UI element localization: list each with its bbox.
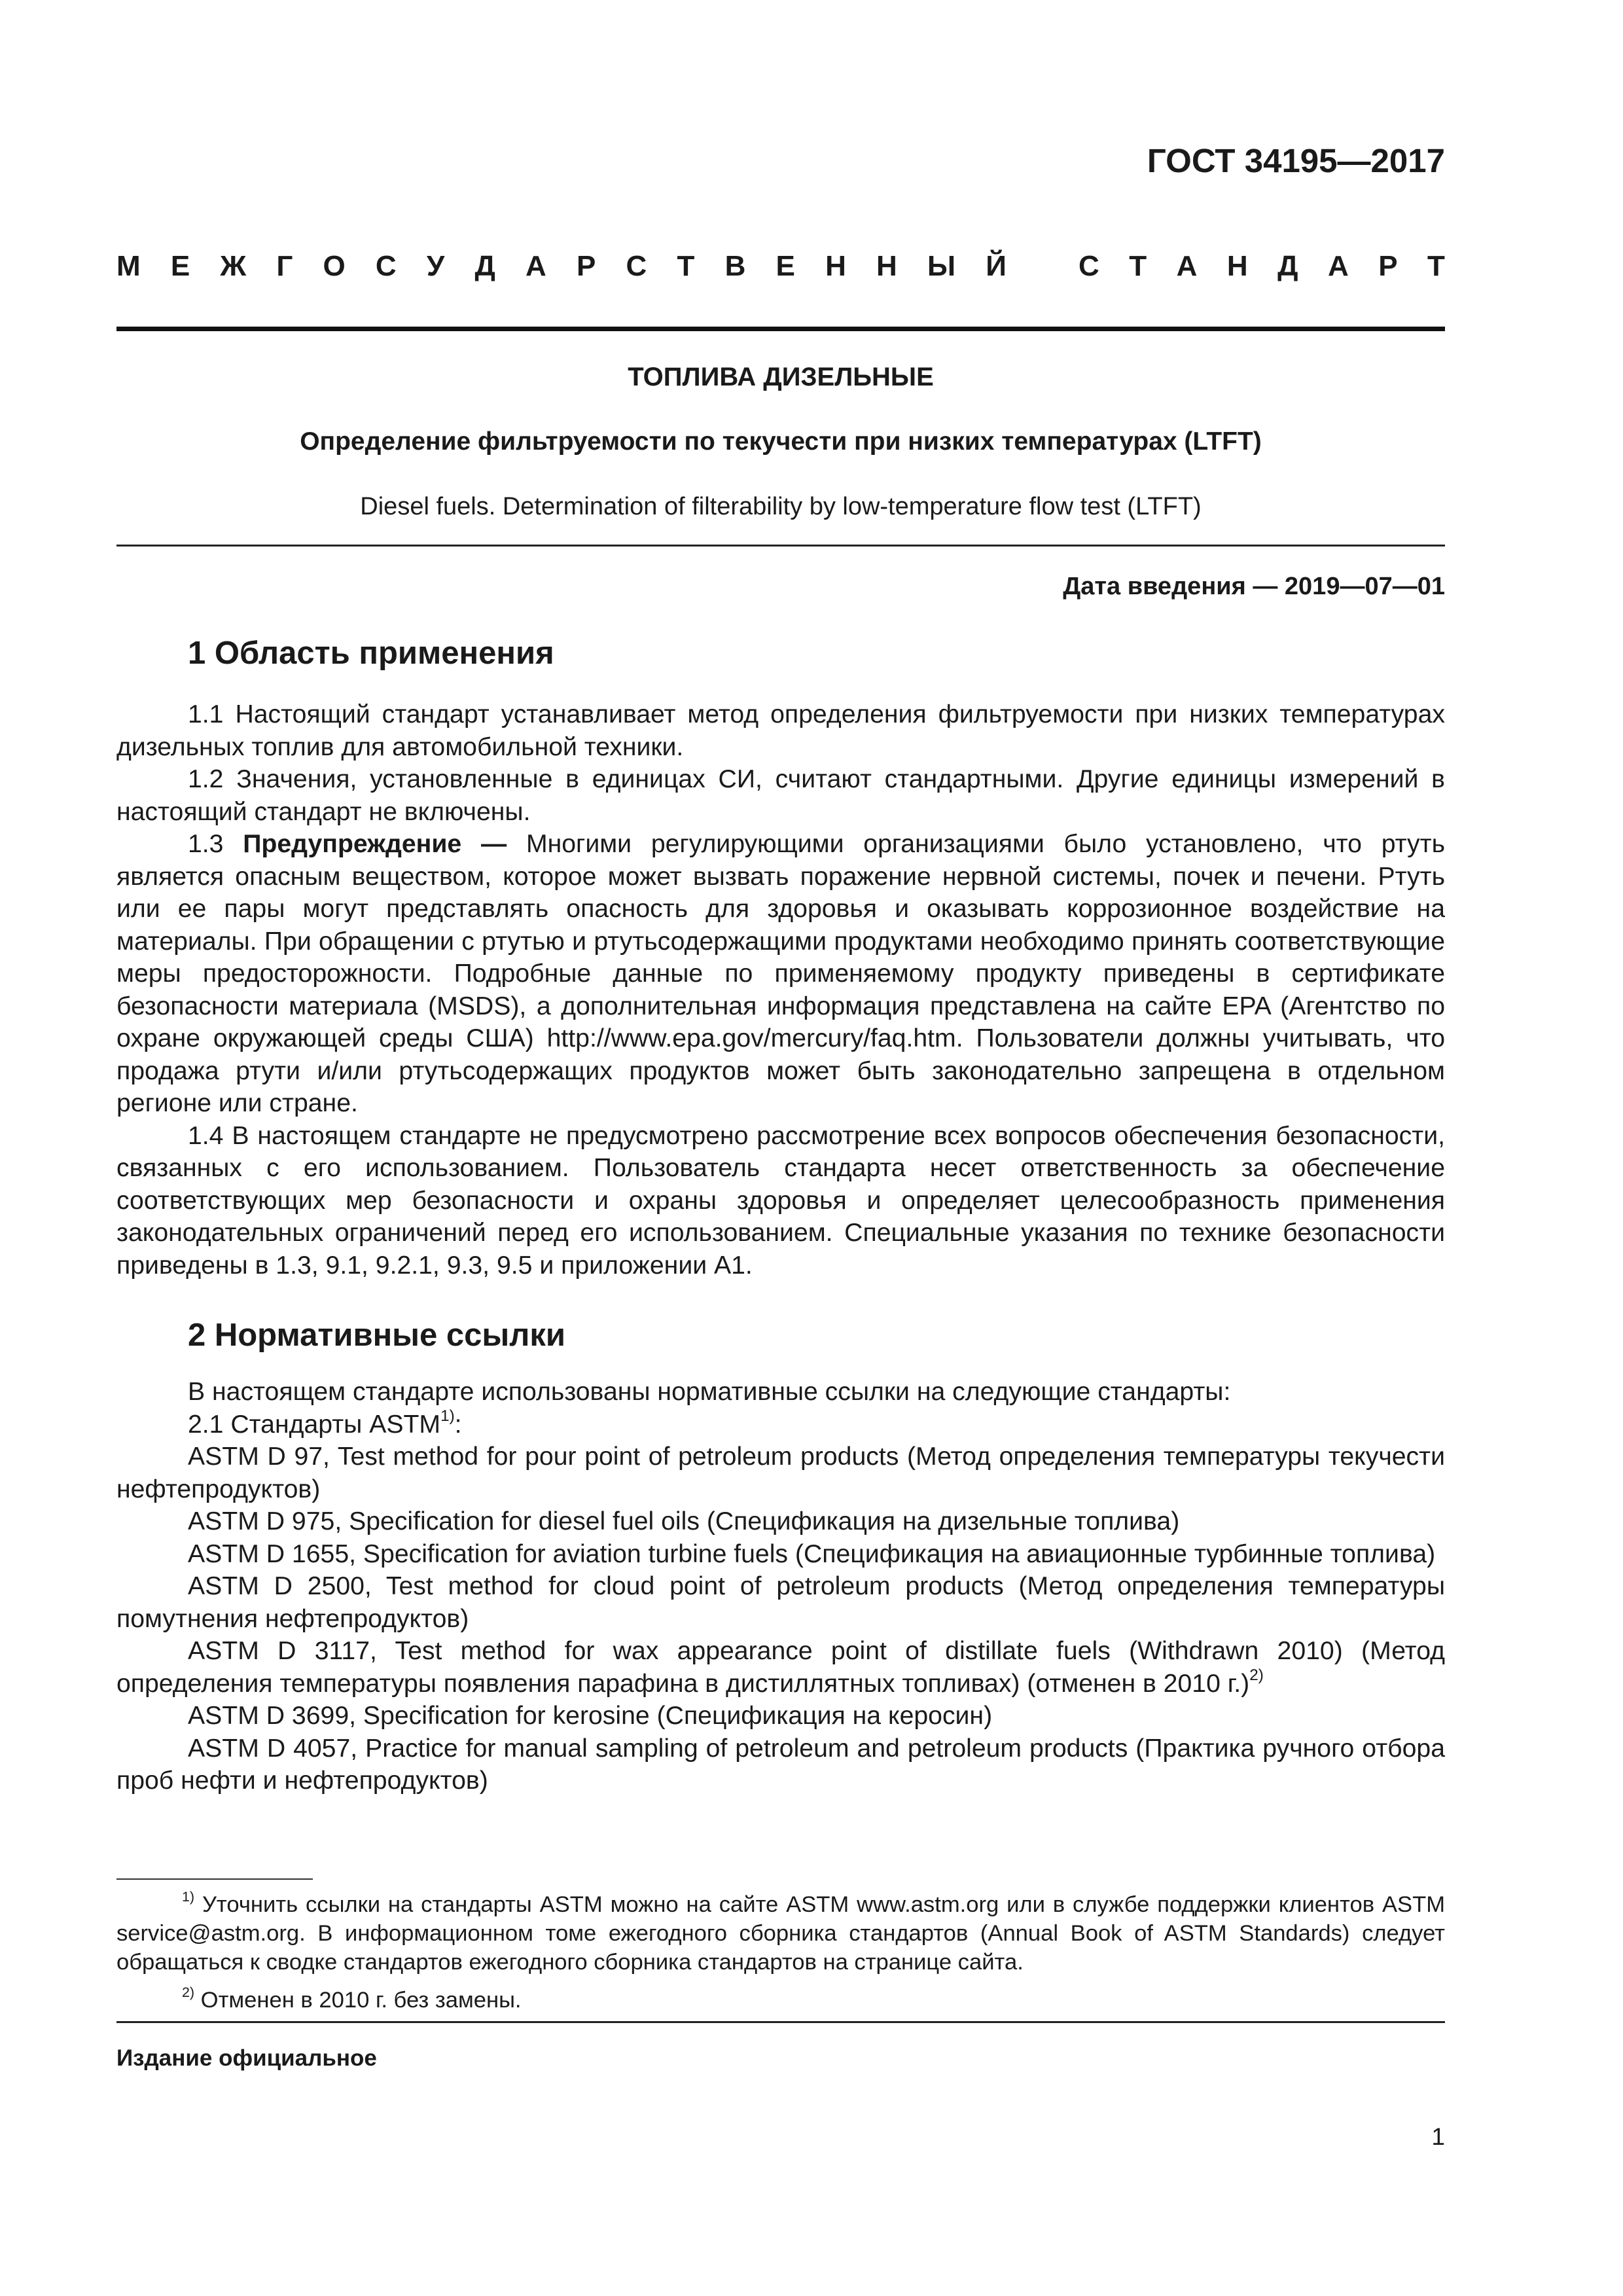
footnotes [116, 1890, 1445, 2015]
heading-letter: Г [276, 250, 293, 282]
heading-letter: Ы [927, 250, 956, 282]
footnote-1: $^{1)}$ Уточнить ссылки на стандарты ASTM можно на сайте ASTM www.astm.org или в службе поддержки клиентов ASTM service@astm.org. В информационном томе ежегодного сборника стандартов (Annual Book of ASTM Standards) следует обращаться к сводке стандартов ежегодного сборника стандартов на странице сайта. [116, 1888, 1446, 1975]
warning-label: Предупреждение — [243, 830, 507, 858]
footer-divider [116, 2021, 1445, 2023]
footnote-ref-1: 1) [440, 1407, 455, 1425]
reference-item: ASTM D 2500, Test method for cloud point of petroleum products (Метод определения температуры помутнения нефтепродуктов) [116, 1572, 1445, 1633]
heading-letter: Т [1427, 250, 1445, 282]
official-edition-label: Издание официальное [116, 2045, 377, 2071]
section-2-title: 2 Нормативные ссылки [188, 1318, 565, 1353]
astm-reference-list [116, 1441, 1445, 1635]
reference-item: ASTM D 4057, Practice for manual sampling of petroleum and petroleum products (Практика ручного отбора проб нефти и нефтепродуктов) [116, 1734, 1445, 1795]
heading-letter: У [426, 250, 445, 282]
heading-letter: Е [776, 250, 795, 282]
heading-letter: Р [576, 250, 596, 282]
standard-type-word-2 [1079, 250, 1445, 283]
heading-letter: С [1079, 250, 1099, 282]
page-number: 1 [1431, 2123, 1445, 2150]
heading-letter: А [526, 250, 546, 282]
reference-item: ASTM D 3117, Test method for wax appearance point of distillate fuels (Withdrawn 2010) (Метод определения температуры появления парафина в дистиллятных топливах) (отменен в 2010 г.)$^{2)}$ [116, 1637, 1445, 1698]
gost-number: ГОСТ 34195—2017 [1147, 142, 1445, 179]
header-divider [116, 327, 1445, 331]
heading-letter: Е [170, 250, 190, 282]
heading-letter: Р [1378, 250, 1398, 282]
introduction-date: Дата введения — 2019—07—01 [1063, 573, 1445, 600]
heading-letter: С [375, 250, 397, 282]
standard-type-word-1 [116, 250, 1007, 283]
reference-item: ASTM D 3699, Specification for kerosine (Спецификация на керосин) [188, 1702, 993, 1730]
paragraph-1-1: 1.1 Настоящий стандарт устанавливает метод определения фильтруемости при низких температурах дизельных топлив для автомобильной техники. [116, 700, 1445, 761]
heading-letter: Т [1129, 250, 1147, 282]
section-2-body [116, 1376, 1445, 1797]
heading-letter: Н [876, 250, 897, 282]
heading-letter: Н [825, 250, 846, 282]
heading-letter: С [626, 250, 647, 282]
footnote-ref-2: 2) [1249, 1666, 1264, 1684]
astm-reference-list-tail [116, 1700, 1445, 1797]
astm-subheading: 2.1 Стандарты ASTM$^{1)}$: [188, 1407, 462, 1439]
document-subtitle: Определение фильтруемости по текучести при низких температурах (LTFT) [300, 427, 1262, 456]
heading-letter: Й [986, 250, 1007, 282]
document-title: ТОПЛИВА ДИЗЕЛЬНЫЕ [628, 363, 934, 391]
document-title-english: Diesel fuels. Determination of filterability by low-temperature flow test (LTFT) [360, 493, 1202, 520]
warning-text: Многими регулирующими организациями было установлено, что ртуть является опасным веществом, которое может вызвать поражение нервной системы, почек и печени. Ртуть или ее пары могут представлять опасность для здоровья и оказывать коррозионное воздействие на материалы. При обращении с ртутью и ртутьсодержащими продуктами необходимо принять соответствующие меры предосторожности. Подробные данные по применяемому продукту приведены в сертификате безопасности материала (MSDS), а дополнительная информация представлена на сайте EPA (Агентство по охране окружающей среды США) http://www.epa.gov/mercury/faq.htm. Пользователи должны учитывать, что продажа ртути и/или ртутьсодержащих продуктов может быть законодательно запрещена в отдельном регионе или стране. [116, 830, 1445, 1117]
paragraph-number: 1.3 [188, 830, 224, 858]
heading-letter: Т [677, 250, 695, 282]
section-1-title: 1 Область применения [188, 636, 554, 671]
section-2-intro: В настоящем стандарте использованы нормативные ссылки на следующие стандарты: [188, 1378, 1231, 1406]
heading-letter: М [116, 250, 141, 282]
heading-letter: А [1176, 250, 1198, 282]
heading-letter: Ж [220, 250, 247, 282]
reference-item: ASTM D 97, Test method for pour point of petroleum products (Метод определения температуры текучести нефтепродуктов) [116, 1443, 1445, 1503]
standard-type-heading [116, 243, 1445, 289]
heading-letter: О [323, 250, 346, 282]
reference-item: ASTM D 975, Specification for diesel fuel oils (Спецификация на дизельные топлива) [188, 1507, 1180, 1535]
title-divider [116, 545, 1445, 547]
heading-letter: В [724, 250, 746, 282]
footnote-separator [116, 1878, 313, 1880]
reference-item: ASTM D 1655, Specification for aviation turbine fuels (Спецификация на авиационные турбинные топлива) [188, 1539, 1436, 1568]
heading-letter: Д [1277, 250, 1298, 282]
paragraph-1-4: 1.4 В настоящем стандарте не предусмотрено рассмотрение всех вопросов обеспечения безопасности, связанных с его использованием. Пользователь стандарта несет ответственность за обеспечение соответствующих мер безопасности и охраны здоровья и определяет целесообразность применения законодательных ограничений перед его использованием. Специальные указания по технике безопасности приведены в 1.3, 9.1, 9.2.1, 9.3, 9.5 и приложении А1. [116, 1121, 1445, 1280]
paragraph-1-2: 1.2 Значения, установленные в единицах СИ, считают стандартными. Другие единицы измерений в настоящий стандарт не включены. [116, 765, 1445, 826]
heading-letter: Д [474, 250, 495, 282]
section-1-body [116, 698, 1445, 1282]
footnote-2: $^{2)}$ Отменен в 2010 г. без замены. [182, 1984, 522, 2013]
paragraph-1-3 [116, 828, 1445, 1120]
heading-letter: Н [1226, 250, 1248, 282]
heading-letter: А [1327, 250, 1349, 282]
